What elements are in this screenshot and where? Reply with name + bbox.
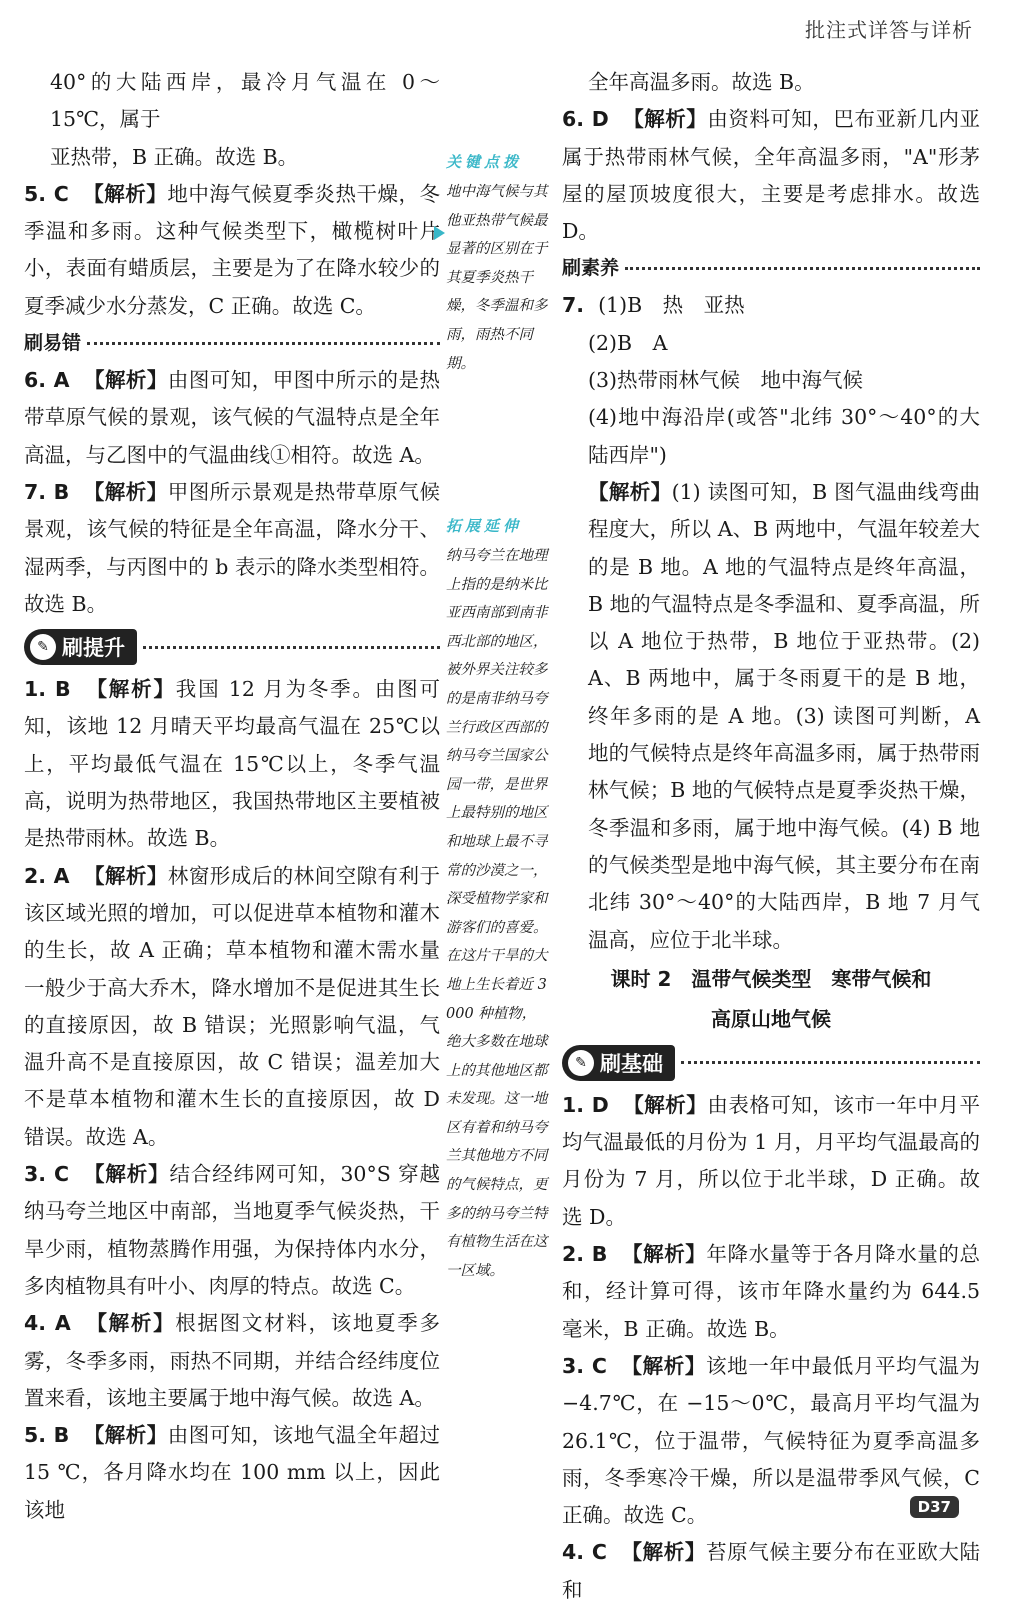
question-text: 结合经纬网可知，30°S 穿越纳马夸兰地区中南部，当地夏季气候炎热，干旱少雨，植物蒸腾作用强，为保持体内水分，多肉植物具有叶小、肉厚的特点。故选 C。 [24,1162,441,1298]
question-text: 由表格可知，该市一年中月平均气温最低的月份为 1 月，月平均气温最高的月份为 7 月，所以位于北半球，D 正确。故选 D。 [562,1092,980,1229]
question-number: 7. [562,293,585,318]
analysis-tag: 【解析】 [620,1353,706,1378]
section-yicuo [24,325,440,362]
question-number: 4. C [562,1540,607,1565]
note-text: 纳马夸兰在地理上指的是纳米比亚西南部到南非西北部的地区，被外界关注较多的是南非纳马夸兰行政区西部的纳马夸兰国家公园一带，是世界上最特别的地区和地球上最不寻常的沙漠之一，深受植物学家和游客们的喜爱。在这片干旱的大地上生长着近 3 000 种植物，绝大多数在地球上的其他地区都未发现。这一地区有着和纳马夸兰其他地方不同的气候特点，更多的纳马夸兰特有植物生活在这一区域。 [446,548,548,1279]
tisheng-question-5 [24,1417,440,1529]
analysis-tag: 【解析】 [622,107,708,132]
question-text: 年降水量等于各月降水量的总和，经计算可得，该市年降水量约为 644.5 毫米，B 正确。故选 B。 [562,1242,981,1341]
question-number: 6. D [562,107,609,132]
tisheng-question-4 [24,1305,440,1417]
analysis-tag: 【解析】 [83,863,168,888]
question-number: 4. A [24,1311,71,1336]
dotted-divider [681,1061,980,1064]
question-number: 2. B [562,1242,608,1267]
question-number: 1. D [562,1092,609,1117]
brush-icon: ✎ [30,634,56,660]
dotted-divider [143,646,440,649]
question-6-right [562,101,980,250]
dotted-divider [87,342,440,345]
lesson-title-line-1: 课时 2 温带气候类型 寒带气候和 [610,966,932,991]
continued-line-2: 亚热带，B 正确。故选 B。 [50,144,299,169]
question-text: 林窗形成后的林间空隙有利于该区域光照的增加，可以促进草本植物和灌木的生长，故 A 正确；草本植物和灌木需水量一般少于高大乔木，降水增加不是促进其生长的直接原因，故 B 错误；光照影响气温，气温升高不是直接原因，故 C 错误；温差加大不是草本植物和灌木生长的直接原因，故 D 错误。故选 A。 [24,863,440,1149]
question-text: 苔原气候主要分布在亚欧大陆和 [562,1540,981,1602]
tisheng-question-2 [24,858,440,1156]
jichu-question-2 [562,1236,980,1348]
note-title: 拓展延伸 [446,517,523,535]
dotted-divider [625,267,980,270]
question-6 [24,362,440,474]
left-column [24,64,440,1529]
question-5 [24,176,440,325]
question-7 [24,474,440,623]
question-text: 我国 12 月为冬季。由图可知，该地 12 月晴天平均最高气温在 25℃以上，平均最低气温在 15℃以上，冬季气温高，说明为热带地区，我国热带地区主要植被是热带雨林。故选 B。 [24,677,440,851]
lesson-title-line-2: 高原山地气候 [711,1006,831,1031]
note-extension [446,514,550,1285]
question-text: 根据图文材料，该地夏季多雾，冬季多雨，雨热不同期，并结合经纬度位置来看，该地主要属于地中海气候。故选 A。 [24,1311,441,1410]
answer-4: (4)地中海沿岸(或答"北纬 30°～40°的大陆西岸") [588,405,980,467]
jichu-question-1 [562,1087,980,1236]
answer-1: (1)B 热 亚热 [598,293,745,318]
section-tisheng [24,627,440,667]
tisheng-question-3 [24,1156,440,1305]
right-column [562,64,980,1609]
question-number: 5. C [24,181,69,206]
analysis-tag: 【解析】 [588,479,672,504]
continued-line: 全年高温多雨。故选 B。 [588,70,815,94]
analysis-tag: 【解析】 [84,677,176,702]
note-pointer-icon [434,226,445,240]
question-text: 由图可知，甲图中所示的是热带草原气候的景观，该气候的气温特点是全年高温，与乙图中的气温曲线①相符。故选 A。 [24,368,440,467]
question-number: 3. C [562,1353,607,1378]
analysis-tag: 【解析】 [82,181,168,206]
question-number: 2. A [24,863,70,888]
section-jichu [562,1043,980,1083]
section-suyang [562,250,980,287]
page-header-title: 批注式详答与详析 [805,18,973,42]
jichu-question-4 [562,1534,980,1609]
section-title: 刷易错 [24,332,82,355]
section-badge [562,1045,675,1081]
question-text: 由图可知，该地气温全年超过 15 ℃，各月降水均在 100 mm 以上，因此该地 [24,1423,440,1522]
continued-line-1: 40°的大陆西岸，最冷月气温在 0～15℃，属于 [50,70,440,132]
continued-text [24,64,440,176]
question-text: 地中海气候夏季炎热干燥，冬季温和多雨。这种气候类型下，橄榄树叶片小，表面有蜡质层，主要是为了在降水较少的夏季减少水分蒸发，C 正确。故选 C。 [24,181,441,318]
tisheng-question-1 [24,671,440,857]
question-number: 1. B [24,677,71,702]
question-number: 7. B [24,479,70,504]
question-7-right [562,287,980,958]
page-number: D37 [910,1496,959,1518]
question-number: 6. A [24,368,70,393]
note-key-point [446,150,550,378]
note-title: 关键点拨 [446,153,523,171]
section-title: 刷素养 [562,257,620,280]
analysis-tag: 【解析】 [622,1092,708,1117]
question-text: (1) 读图可知，B 图气温曲线弯曲程度大，所以 A、B 两地中，气温年较差大的是 B 地。A 地的气温特点是终年高温，B 地的气温特点是冬季温和、夏季高温，所以 A 地位于热带，B 地位于亚热带。(2) A、B 两地中，属于冬雨夏干的是 B 地，终年多雨的是 A 地。(3) 读图可判断，A 地的气候特点是终年高温多雨，属于热带雨林气候；B 地的气候特点是夏季炎热干燥，冬季温和多雨，属于地中海气候。(4) B 地的气候类型是地中海气候，其主要分布在南北纬 30°～40°的大陆西岸，B 地 7 月气温高，应位于北半球。 [588,479,981,952]
analysis-tag: 【解析】 [620,1540,706,1565]
analysis-tag: 【解析】 [83,1423,168,1448]
question-text: 由资料可知，巴布亚新几内亚属于热带雨林气候，全年高温多雨，"A"形茅屋的屋顶坡度很大，主要是考虑排水。故选 D。 [562,107,980,244]
analysis-tag: 【解析】 [83,368,168,393]
lesson-title [562,959,980,1039]
analysis-tag: 【解析】 [83,1162,170,1187]
analysis-tag: 【解析】 [83,479,168,504]
note-text: 地中海气候与其他亚热带气候最显著的区别在于其夏季炎热干燥，冬季温和多雨，雨热不同期。 [446,184,548,372]
answer-3: (3)热带雨林气候 地中海气候 [588,368,864,393]
brush-icon: ✎ [568,1050,594,1076]
question-text: 该地一年中最低月平均气温为 −4.7℃，在 −15～0℃，最高月平均气温为 26.1℃，位于温带，气候特征为夏季高温多雨，冬季寒冷干燥，所以是温带季风气候，C 正确。故选 C。 [562,1353,981,1528]
section-title: 刷基础 [600,1051,663,1076]
question-number: 5. B [24,1423,70,1448]
section-badge [24,629,137,665]
question-text: 甲图所示景观是热带草原气候景观，该气候的特征是全年高温，降水分干、湿两季，与丙图中的 b 表示的降水类型相符。故选 B。 [24,479,440,616]
section-title: 刷提升 [62,636,125,661]
answer-2: (2)B A [588,330,668,355]
question-number: 3. C [24,1162,70,1187]
analysis-tag: 【解析】 [84,1311,176,1336]
analysis-tag: 【解析】 [621,1242,707,1267]
